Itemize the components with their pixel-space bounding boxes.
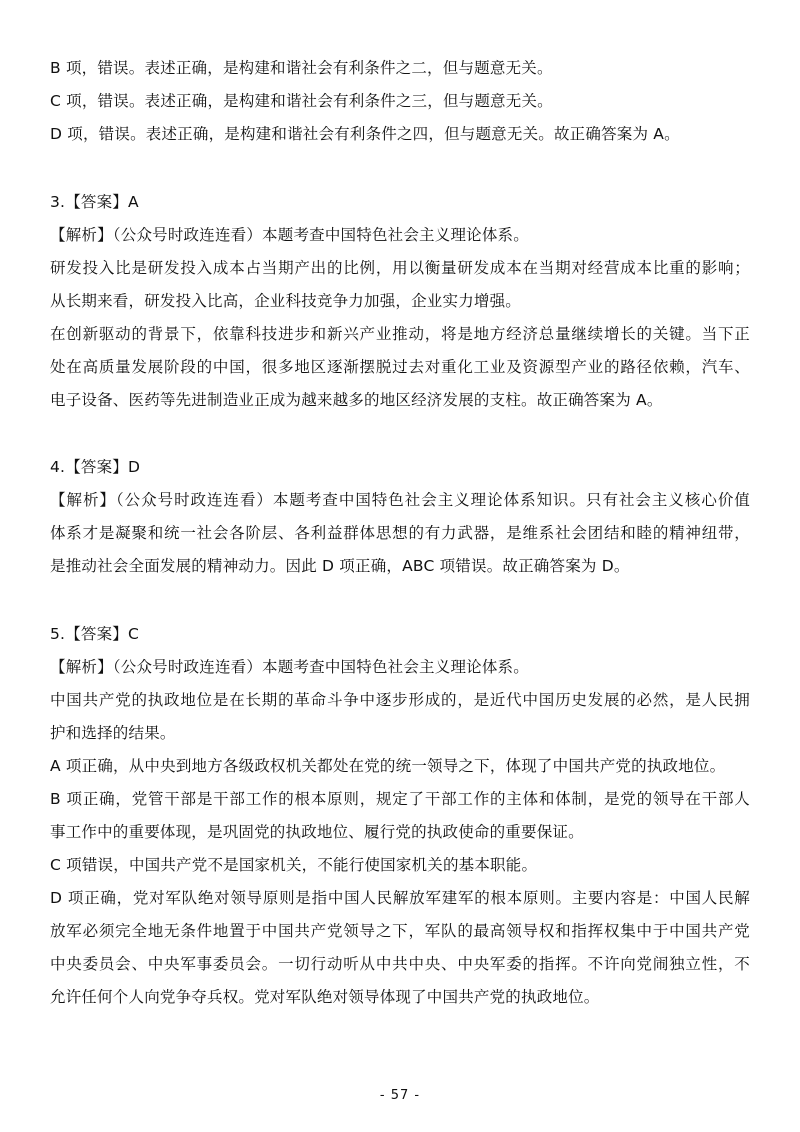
- question-answer-heading: 3.【答案】A: [50, 193, 139, 211]
- text-line: 是推动社会全面发展的精神动力。因此 D 项正确，ABC 项错误。故正确答案为 D。: [50, 557, 630, 575]
- text-line: 研发投入比是研发投入成本占当期产出的比例，用以衡量研发成本在当期对经营成本比重的影响；: [50, 259, 750, 277]
- question-answer-heading: 4.【答案】D: [50, 458, 141, 476]
- text-line: 护和选择的结果。: [50, 724, 176, 742]
- text-line: 从长期来看，研发投入比高，企业科技竞争力加强，企业实力增强。: [50, 292, 522, 310]
- text-line: A 项正确，从中央到地方各级政权机关都处在党的统一领导之下，体现了中国共产党的执政地位。: [50, 757, 726, 775]
- text-line: C 项，错误。表述正确，是构建和谐社会有利条件之三，但与题意无关。: [50, 92, 553, 110]
- text-line: 中央委员会、中央军事委员会。一切行动听从中共中央、中央军委的指挥。不许向党闹独立性，不: [50, 955, 750, 973]
- text-line: D 项正确，党对军队绝对领导原则是指中国人民解放军建军的根本原则。主要内容是：中国人民解: [50, 889, 750, 907]
- analysis-heading: 【解析】（公众号时政连连看）本题考查中国特色社会主义理论体系知识。只有社会主义核心价值: [50, 491, 750, 509]
- text-line: B 项正确，党管干部是干部工作的根本原则，规定了干部工作的主体和体制，是党的领导在干部人: [50, 790, 750, 808]
- text-line: 电子设备、医药等先进制造业正成为越来越多的地区经济发展的支柱。故正确答案为 A。: [50, 391, 663, 409]
- text-line: 事工作中的重要体现，是巩固党的执政地位、履行党的执政使命的重要保证。: [50, 823, 584, 841]
- text-line: 允许任何个人向党争夺兵权。党对军队绝对领导体现了中国共产党的执政地位。: [50, 988, 600, 1006]
- question-answer-heading: 5.【答案】C: [50, 625, 140, 643]
- text-line: 在创新驱动的背景下，依靠科技进步和新兴产业推动，将是地方经济总量继续增长的关键。当下正: [50, 325, 750, 343]
- text-line: C 项错误，中国共产党不是国家机关，不能行使国家机关的基本职能。: [50, 856, 538, 874]
- text-line: 体系才是凝聚和统一社会各阶层、各利益群体思想的有力武器，是维系社会团结和睦的精神纽带，: [50, 524, 750, 542]
- text-line: 放军必须完全地无条件地置于中国共产党领导之下，军队的最高领导权和指挥权集中于中国共产党: [50, 922, 750, 940]
- text-line: 中国共产党的执政地位是在长期的革命斗争中逐步形成的，是近代中国历史发展的必然，是人民拥: [50, 691, 750, 709]
- text-line: 处在高质量发展阶段的中国，很多地区逐渐摆脱过去对重化工业及资源型产业的路径依赖，汽车、: [50, 358, 750, 376]
- text-line: D 项，错误。表述正确，是构建和谐社会有利条件之四，但与题意无关。故正确答案为 A。: [50, 125, 680, 143]
- analysis-heading: 【解析】（公众号时政连连看）本题考查中国特色社会主义理论体系。: [50, 658, 529, 676]
- analysis-heading: 【解析】（公众号时政连连看）本题考查中国特色社会主义理论体系。: [50, 226, 529, 244]
- page-number: - 57 -: [379, 1088, 421, 1103]
- text-line: B 项，错误。表述正确，是构建和谐社会有利条件之二，但与题意无关。: [50, 59, 553, 77]
